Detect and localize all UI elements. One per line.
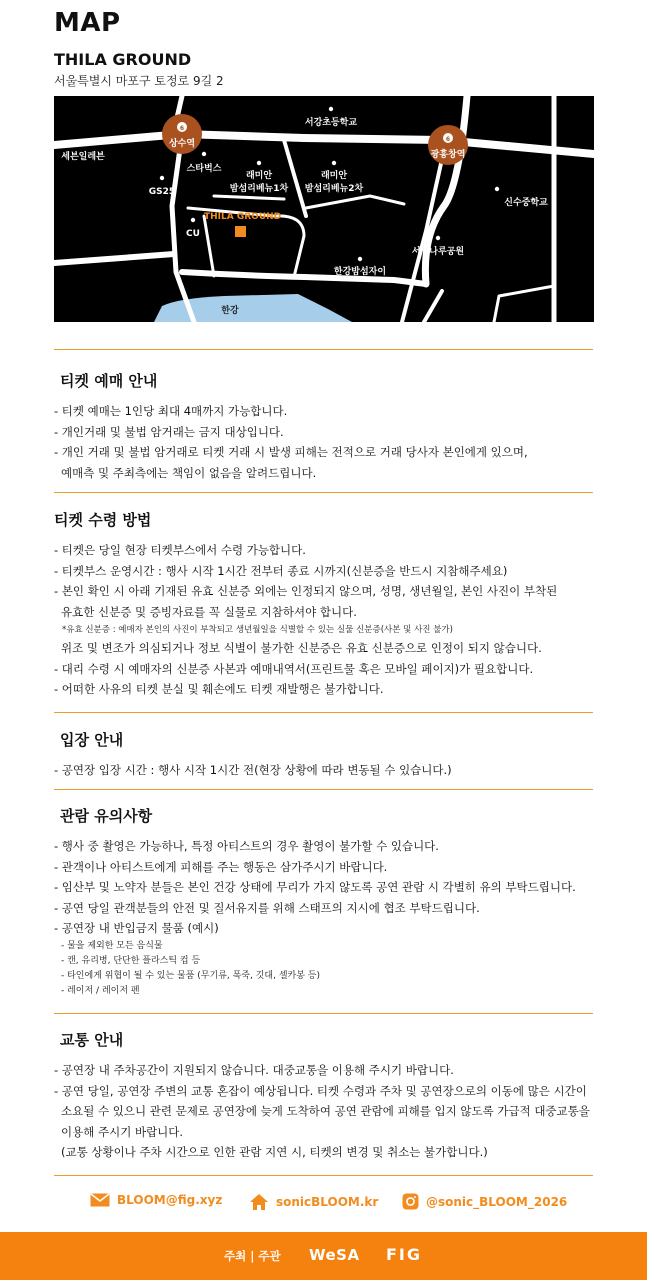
- text-line: - 티켓부스 운영시간 : 행사 시작 1시간 전부터 종료 시까지(신분증을 반드시 지참해주세요): [54, 563, 508, 578]
- text-line: - 공연장 내 주차공간이 지원되지 않습니다. 대중교통을 이용해 주시기 바랍니다.: [54, 1063, 454, 1077]
- text-line: - 본인 확인 시 아래 기재된 유효 신분증 외에는 인정되지 않으며, 성명, 생년월일, 본인 사진이 부착된: [54, 584, 558, 598]
- label-river: 한강: [221, 306, 239, 316]
- roads: [54, 96, 594, 322]
- venue-map: [54, 96, 594, 322]
- label-seven-eleven: 세븐일레븐: [61, 152, 105, 162]
- divider: [54, 789, 593, 790]
- station-name: 광흥창역: [430, 150, 466, 160]
- label-starbucks: 스타벅스: [186, 164, 222, 174]
- section-viewing: [54, 805, 594, 999]
- divider: [54, 349, 593, 350]
- text-line: 위조 및 변조가 의심되거나 정보 식별이 불가한 신분증은 유효 신분증으로 인정이 되지 않습니다.: [61, 641, 542, 655]
- venue-marker: [235, 226, 246, 237]
- section-pickup: [54, 509, 594, 700]
- text-line: - 대리 수령 시 예매자의 신분증 사본과 예매내역서(프린트물 혹은 모바일 페이지)가 필요합니다.: [54, 661, 534, 676]
- section-title: 티켓 예매 안내: [60, 372, 158, 390]
- instagram-text: @sonic_BLOOM_2026: [426, 1194, 568, 1209]
- divider: [54, 712, 593, 713]
- section-title: 입장 안내: [60, 731, 124, 749]
- section-title: 교통 안내: [60, 1031, 124, 1049]
- text-line: - 티켓 예매는 1인당 최대 4매까지 가능합니다.: [54, 404, 288, 418]
- text-line: - 개인 거래 및 불법 암거래로 티켓 거래 시 발생 피해는 전적으로 거래 당사자 본인에게 있으며,: [54, 445, 528, 459]
- banned-item: - 캔, 유리병, 단단한 플라스틱 컵 등: [61, 955, 201, 966]
- banned-item: - 물을 제외한 모든 음식물: [61, 940, 163, 951]
- label-venue: THILA GROUND: [204, 212, 282, 222]
- email-text: BLOOM@fig.xyz: [117, 1193, 223, 1207]
- text-line: - 공연장 입장 시간 : 행사 시작 1시간 전(현장 상황에 따라 변동될 수 있습니다.): [54, 763, 452, 777]
- wesa-logo: WeSA: [309, 1246, 360, 1264]
- website-link[interactable]: [249, 1193, 378, 1211]
- text-line: 유효한 신분증 및 증빙자료를 꼭 실물로 지참하셔야 합니다.: [61, 604, 357, 619]
- label-park: 서강나루공원: [411, 247, 465, 257]
- text-line: - 공연 당일, 공연장 주변의 교통 혼잡이 예상됩니다. 티켓 수령과 주차 및 공연장으로의 이동에 많은 시간이: [54, 1083, 587, 1098]
- text-line: (교통 상황이나 주차 시간으로 인한 관람 지연 시, 티켓의 변경 및 취소는 불가합니다.): [61, 1145, 488, 1159]
- label-gs25: GS25: [148, 187, 176, 197]
- text-line: - 공연장 내 반입금지 물품 (예시): [54, 921, 219, 935]
- fig-logo: FIG: [386, 1245, 423, 1264]
- website-text: sonicBLOOM.kr: [276, 1195, 379, 1209]
- venue-address: 서울특별시 마포구 토정로 9길 2: [54, 74, 224, 88]
- home-icon: [249, 1193, 269, 1211]
- text-line: 소요될 수 있으니 관련 문제로 공연장에 늦게 도착하여 공연 관람에 피해를 입지 않도록 가급적 대중교통을: [61, 1104, 590, 1118]
- station-name: 상수역: [168, 139, 196, 149]
- text-line: 이용해 주시기 바랍니다.: [61, 1124, 184, 1139]
- station-line-number: 6: [179, 125, 185, 132]
- section-title: 티켓 수령 방법: [54, 511, 152, 529]
- text-line: - 관객이나 아티스트에게 피해를 주는 행동은 삼가주시기 바랍니다.: [54, 859, 388, 874]
- text-line: - 임산부 및 노약자 분들은 본인 건강 상태에 무리가 가지 않도록 공연 관람 시 각별히 유의 부탁드립니다.: [54, 880, 576, 894]
- text-line: - 어떠한 사유의 티켓 분실 및 훼손에도 티켓 재발행은 불가합니다.: [54, 682, 384, 696]
- text-line: - 행사 중 촬영은 가능하나, 특정 아티스트의 경우 촬영이 불가할 수 있습니다.: [54, 839, 439, 853]
- contact-bar: [0, 1193, 647, 1215]
- banned-item: - 레이저 / 레이저 펜: [61, 985, 140, 996]
- section-title: 관람 유의사항: [60, 807, 153, 825]
- text-line: - 개인거래 및 불법 암거래는 금지 대상입니다.: [54, 424, 284, 439]
- label-raemian2-line2: 밤섬리베뉴2차: [304, 184, 364, 194]
- instagram-icon: [402, 1193, 419, 1210]
- banned-item: - 타인에게 위협이 될 수 있는 물품 (무기류, 폭죽, 깃대, 셀카봉 등): [61, 970, 320, 981]
- label-hangang-bamseom: 한강밤섬자이: [333, 267, 387, 277]
- label-cu: CU: [186, 229, 200, 239]
- section-transport: [54, 1029, 594, 1163]
- station-line-number: 6: [445, 136, 451, 143]
- text-line: 예매측 및 주최측에는 책임이 없음을 알려드립니다.: [61, 465, 317, 480]
- station-gwangheungchang: [428, 125, 468, 165]
- station-sangsu: [162, 114, 202, 154]
- label-elementary: 서강초등학교: [304, 118, 358, 128]
- label-raemian2-line1: 래미안: [320, 171, 348, 181]
- email-link[interactable]: [90, 1193, 222, 1207]
- section-entry: [54, 729, 594, 781]
- section-ticketing: [54, 370, 594, 483]
- text-line: - 티켓은 당일 현장 티켓부스에서 수령 가능합니다.: [54, 543, 306, 557]
- mail-icon: [90, 1193, 110, 1207]
- instagram-link[interactable]: [402, 1193, 567, 1210]
- footer: [0, 1232, 647, 1280]
- divider: [54, 1013, 593, 1014]
- label-sinsu-middle: 신수중학교: [504, 198, 548, 208]
- divider: [54, 492, 593, 493]
- divider: [54, 1175, 593, 1176]
- label-raemian1-line2: 밤섬리베뉴1차: [229, 184, 289, 194]
- hosts-label: 주최 | 주관: [224, 1249, 281, 1263]
- text-line: - 공연 당일 관객분들의 안전 및 질서유지를 위해 스태프의 지시에 협조 부탁드립니다.: [54, 900, 480, 915]
- label-raemian1-line1: 래미안: [245, 171, 273, 181]
- page-title: MAP: [54, 8, 121, 38]
- id-note: *유효 신분증 : 예매자 본인의 사진이 부착되고 생년월일을 식별할 수 있는 실물 신분증(사본 및 사진 불가): [62, 625, 453, 635]
- venue-name: THILA GROUND: [54, 50, 192, 69]
